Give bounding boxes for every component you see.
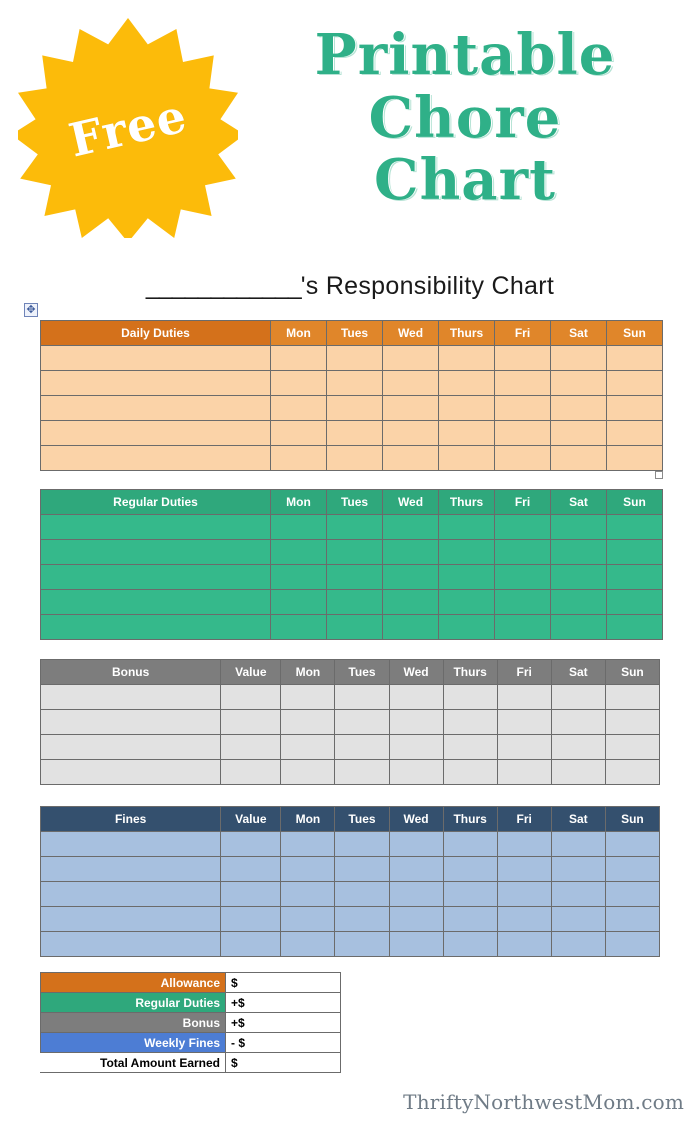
daily-check-cell[interactable] [327,346,383,371]
regular-check-cell[interactable] [607,590,663,615]
regular-check-cell[interactable] [439,565,495,590]
fines-check-cell[interactable] [605,882,659,907]
daily-check-cell[interactable] [551,421,607,446]
bonus-check-cell[interactable] [221,760,281,785]
free-badge [18,18,238,238]
bonus-task-cell[interactable] [41,760,221,785]
bonus-check-cell[interactable] [335,760,389,785]
table-row [41,446,663,471]
table-header-row [41,321,663,346]
day-header-tues: Tues [335,807,389,832]
fines-check-cell[interactable] [281,932,335,957]
regular-check-cell[interactable] [383,590,439,615]
regular-task-cell[interactable] [41,540,271,565]
fines-check-cell[interactable] [335,882,389,907]
bonus-check-cell[interactable] [605,685,659,710]
regular-check-cell[interactable] [271,565,327,590]
day-header-thurs: Thurs [443,660,497,685]
daily-task-cell[interactable] [41,371,271,396]
bonus-title-header: Bonus [41,660,221,685]
fines-task-cell[interactable] [41,907,221,932]
totals-table [40,972,341,1073]
day-header-sun: Sun [607,490,663,515]
fines-check-cell[interactable] [605,907,659,932]
regular-check-cell[interactable] [439,540,495,565]
bonus-check-cell[interactable] [443,685,497,710]
fines-check-cell[interactable] [389,857,443,882]
fines-check-cell[interactable] [335,932,389,957]
totals-value[interactable]: $ [226,1053,341,1073]
regular-check-cell[interactable] [551,590,607,615]
bonus-check-cell[interactable] [221,710,281,735]
day-header-wed: Wed [383,321,439,346]
daily-check-cell[interactable] [607,346,663,371]
daily-check-cell[interactable] [327,421,383,446]
daily-check-cell[interactable] [439,446,495,471]
regular-check-cell[interactable] [271,540,327,565]
fines-check-cell[interactable] [335,832,389,857]
bonus-check-cell[interactable] [281,735,335,760]
totals-row [41,973,341,993]
daily-check-cell[interactable] [271,396,327,421]
regular-task-cell[interactable] [41,565,271,590]
bonus-check-cell[interactable] [281,760,335,785]
fines-task-cell[interactable] [41,882,221,907]
daily-task-cell[interactable] [41,421,271,446]
fines-check-cell[interactable] [389,932,443,957]
fines-check-cell[interactable] [551,932,605,957]
bonus-check-cell[interactable] [443,760,497,785]
regular-title-header: Regular Duties [41,490,271,515]
fines-task-cell[interactable] [41,832,221,857]
day-header-fri: Fri [495,321,551,346]
regular-check-cell[interactable] [607,540,663,565]
daily-check-cell[interactable] [327,371,383,396]
fines-check-cell[interactable] [389,882,443,907]
bonus-check-cell[interactable] [281,685,335,710]
daily-check-cell[interactable] [439,346,495,371]
fines-check-cell[interactable] [221,832,281,857]
daily-check-cell[interactable] [495,396,551,421]
daily-check-cell[interactable] [551,346,607,371]
bonus-check-cell[interactable] [551,710,605,735]
subtitle-text: 's Responsibility Chart [300,272,555,300]
day-header-wed: Wed [389,807,443,832]
site-credit: ThriftyNorthwestMom.com [403,1090,684,1114]
daily-check-cell[interactable] [495,421,551,446]
fines-table [40,806,660,957]
regular-check-cell[interactable] [383,565,439,590]
regular-check-cell[interactable] [495,615,551,640]
fines-check-cell[interactable] [605,832,659,857]
daily-check-cell[interactable] [607,446,663,471]
regular-check-cell[interactable] [439,590,495,615]
fines-check-cell[interactable] [389,907,443,932]
day-header-sun: Sun [605,807,659,832]
regular-check-cell[interactable] [439,515,495,540]
bonus-check-cell[interactable] [551,760,605,785]
fines-check-cell[interactable] [443,857,497,882]
table-row [41,615,663,640]
daily-check-cell[interactable] [551,371,607,396]
regular-check-cell[interactable] [271,615,327,640]
bonus-check-cell[interactable] [221,685,281,710]
totals-row [41,1033,341,1053]
table-header-row [41,807,660,832]
bonus-check-cell[interactable] [497,685,551,710]
move-handle-icon[interactable]: ✥ [24,303,38,317]
day-header-mon: Mon [281,660,335,685]
daily-task-cell[interactable] [41,446,271,471]
day-header-fri: Fri [497,807,551,832]
fines-check-cell[interactable] [281,907,335,932]
day-header-tues: Tues [327,490,383,515]
resize-handle-icon[interactable] [655,471,663,479]
day-header-fri: Fri [495,490,551,515]
title-line-1: Printable [314,22,616,88]
daily-task-cell[interactable] [41,346,271,371]
bonus-check-cell[interactable] [605,760,659,785]
regular-task-cell[interactable] [41,590,271,615]
regular-check-cell[interactable] [607,615,663,640]
bonus-check-cell[interactable] [443,710,497,735]
fines-check-cell[interactable] [221,907,281,932]
regular-task-cell[interactable] [41,615,271,640]
day-header-fri: Fri [497,660,551,685]
bonus-check-cell[interactable] [335,710,389,735]
totals-row [41,993,341,1013]
totals-value[interactable]: +$ [226,993,341,1013]
day-header-mon: Mon [271,321,327,346]
bonus-check-cell[interactable] [389,760,443,785]
daily-check-cell[interactable] [607,421,663,446]
table-header-row [41,660,660,685]
bonus-value-header: Value [221,660,281,685]
totals-label: Total Amount Earned [41,1053,226,1073]
responsibility-chart-subtitle [0,272,700,301]
totals-row [41,1013,341,1033]
fines-check-cell[interactable] [389,832,443,857]
daily-check-cell[interactable] [271,421,327,446]
fines-check-cell[interactable] [443,932,497,957]
name-blank-line: ____________ [145,272,301,300]
bonus-check-cell[interactable] [335,735,389,760]
table-row [41,371,663,396]
fines-check-cell[interactable] [221,857,281,882]
day-header-sat: Sat [551,660,605,685]
table-row [41,685,660,710]
regular-check-cell[interactable] [551,515,607,540]
regular-check-cell[interactable] [551,615,607,640]
regular-check-cell[interactable] [495,515,551,540]
bonus-check-cell[interactable] [551,735,605,760]
bonus-check-cell[interactable] [389,735,443,760]
totals-row [41,1053,341,1073]
daily-check-cell[interactable] [551,396,607,421]
table-row [41,421,663,446]
daily-check-cell[interactable] [495,371,551,396]
day-header-tues: Tues [327,321,383,346]
regular-task-cell[interactable] [41,515,271,540]
table-row [41,832,660,857]
regular-check-cell[interactable] [551,565,607,590]
totals-label: Allowance [41,973,226,993]
regular-check-cell[interactable] [607,565,663,590]
table-row [41,540,663,565]
regular-check-cell[interactable] [495,540,551,565]
bonus-check-cell[interactable] [497,735,551,760]
table-row [41,882,660,907]
table-row [41,346,663,371]
bonus-table [40,659,660,785]
totals-value[interactable]: $ [226,973,341,993]
daily-check-cell[interactable] [383,346,439,371]
table-row [41,907,660,932]
title-line-2: Chore [368,84,562,151]
fines-check-cell[interactable] [497,857,551,882]
fines-check-cell[interactable] [281,857,335,882]
daily-check-cell[interactable] [439,371,495,396]
fines-task-cell[interactable] [41,857,221,882]
totals-value[interactable]: - $ [226,1033,341,1053]
fines-check-cell[interactable] [497,882,551,907]
daily-check-cell[interactable] [495,446,551,471]
table-row [41,932,660,957]
bonus-check-cell[interactable] [221,735,281,760]
fines-check-cell[interactable] [497,907,551,932]
free-badge-label: Free [64,88,192,168]
fines-check-cell[interactable] [605,932,659,957]
table-row [41,396,663,421]
daily-check-cell[interactable] [607,371,663,396]
totals-label: Regular Duties [41,993,226,1013]
fines-check-cell[interactable] [605,857,659,882]
bonus-check-cell[interactable] [497,760,551,785]
regular-check-cell[interactable] [271,515,327,540]
regular-check-cell[interactable] [383,540,439,565]
fines-title-header: Fines [41,807,221,832]
fines-check-cell[interactable] [335,907,389,932]
day-header-tues: Tues [335,660,389,685]
table-header-row [41,490,663,515]
day-header-wed: Wed [383,490,439,515]
table-row [41,590,663,615]
bonus-check-cell[interactable] [443,735,497,760]
bonus-task-cell[interactable] [41,710,221,735]
day-header-thurs: Thurs [439,490,495,515]
fines-task-cell[interactable] [41,932,221,957]
day-header-sat: Sat [551,807,605,832]
bonus-task-cell[interactable] [41,735,221,760]
bonus-check-cell[interactable] [605,735,659,760]
fines-check-cell[interactable] [221,932,281,957]
fines-check-cell[interactable] [551,907,605,932]
daily-check-cell[interactable] [271,446,327,471]
fines-check-cell[interactable] [497,932,551,957]
bonus-task-cell[interactable] [41,685,221,710]
regular-check-cell[interactable] [383,515,439,540]
fines-check-cell[interactable] [443,907,497,932]
table-row [41,857,660,882]
table-row [41,565,663,590]
daily-check-cell[interactable] [327,446,383,471]
day-header-mon: Mon [281,807,335,832]
day-header-wed: Wed [389,660,443,685]
fines-check-cell[interactable] [443,832,497,857]
table-row [41,760,660,785]
daily-check-cell[interactable] [551,446,607,471]
daily-check-cell[interactable] [383,396,439,421]
day-header-sat: Sat [551,321,607,346]
totals-value[interactable]: +$ [226,1013,341,1033]
daily-table [40,320,663,471]
totals-label: Bonus [41,1013,226,1033]
day-header-sun: Sun [607,321,663,346]
daily-task-cell[interactable] [41,396,271,421]
daily-check-cell[interactable] [271,346,327,371]
fines-check-cell[interactable] [497,832,551,857]
bonus-check-cell[interactable] [551,685,605,710]
regular-check-cell[interactable] [439,615,495,640]
daily-check-cell[interactable] [439,396,495,421]
day-header-sat: Sat [551,490,607,515]
bonus-check-cell[interactable] [389,685,443,710]
day-header-sun: Sun [605,660,659,685]
daily-check-cell[interactable] [383,421,439,446]
fines-check-cell[interactable] [221,882,281,907]
fines-check-cell[interactable] [551,857,605,882]
bonus-check-cell[interactable] [281,710,335,735]
daily-check-cell[interactable] [383,446,439,471]
fines-check-cell[interactable] [335,857,389,882]
page-title [250,24,680,212]
bonus-check-cell[interactable] [497,710,551,735]
fines-check-cell[interactable] [551,832,605,857]
regular-check-cell[interactable] [327,565,383,590]
table-row [41,515,663,540]
totals-label: Weekly Fines [41,1033,226,1053]
daily-check-cell[interactable] [439,421,495,446]
daily-check-cell[interactable] [495,346,551,371]
table-row [41,735,660,760]
fines-check-cell[interactable] [281,832,335,857]
fines-check-cell[interactable] [551,882,605,907]
daily-check-cell[interactable] [271,371,327,396]
day-header-thurs: Thurs [439,321,495,346]
day-header-thurs: Thurs [443,807,497,832]
regular-check-cell[interactable] [327,590,383,615]
fines-check-cell[interactable] [443,882,497,907]
regular-check-cell[interactable] [327,540,383,565]
regular-check-cell[interactable] [383,615,439,640]
bonus-check-cell[interactable] [335,685,389,710]
regular-check-cell[interactable] [551,540,607,565]
regular-check-cell[interactable] [327,515,383,540]
day-header-mon: Mon [271,490,327,515]
title-line-3: Chart [374,147,556,214]
regular-check-cell[interactable] [607,515,663,540]
fines-value-header: Value [221,807,281,832]
regular-check-cell[interactable] [271,590,327,615]
table-row [41,710,660,735]
daily-title-header: Daily Duties [41,321,271,346]
regular-table [40,489,663,640]
regular-check-cell[interactable] [495,565,551,590]
daily-check-cell[interactable] [383,371,439,396]
daily-check-cell[interactable] [327,396,383,421]
daily-check-cell[interactable] [607,396,663,421]
regular-check-cell[interactable] [327,615,383,640]
fines-check-cell[interactable] [281,882,335,907]
regular-check-cell[interactable] [495,590,551,615]
bonus-check-cell[interactable] [605,710,659,735]
bonus-check-cell[interactable] [389,710,443,735]
